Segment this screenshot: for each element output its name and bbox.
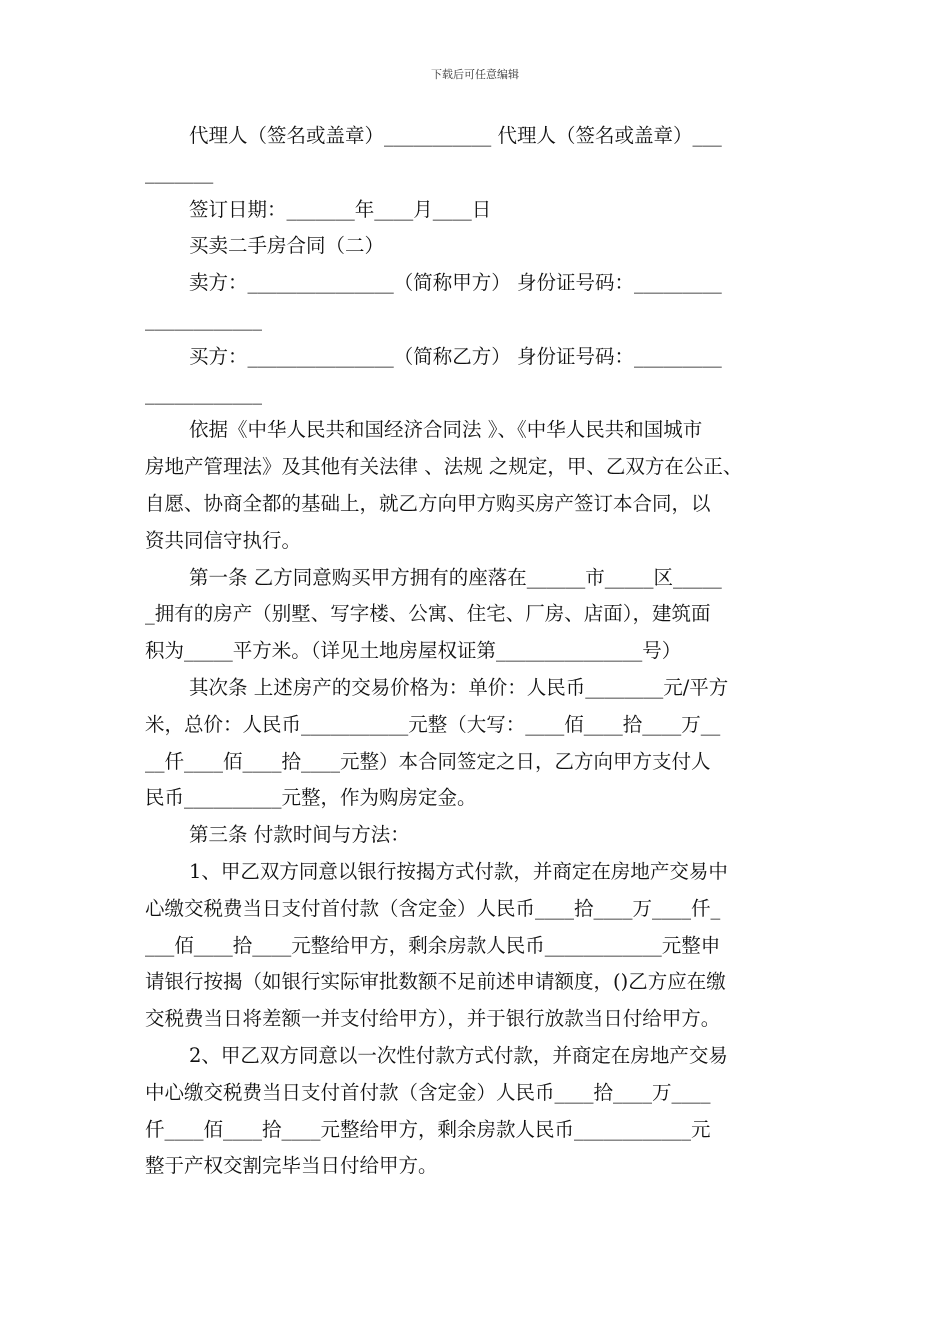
preamble-line: 资共同信守执行。 bbox=[145, 528, 302, 552]
clause-1-line: 请银行按揭（如银行实际审批数额不足前述申请额度，()乙方应在缴 bbox=[145, 970, 726, 994]
agent-signature-line: 代理人（签名或盖章）___________ 代理人（签名或盖章）___ bbox=[189, 124, 722, 147]
article-1-line: 积为_____平方米。（详见土地房屋权证第_______________号） bbox=[145, 639, 682, 663]
article-2-line: 米，总价：人民币___________元整（大写：____佰____拾____万__ bbox=[145, 712, 721, 736]
clause-2-line: 2、甲乙双方同意以一次性付款方式付款，并商定在房地产交易 bbox=[189, 1043, 728, 1067]
article-1-line: _拥有的房产（别墅、写字楼、公寓、住宅、厂房、店面），建筑面 bbox=[145, 602, 711, 626]
seller-line-cont: ____________ bbox=[145, 307, 262, 331]
preamble-line: 房地产管理法》及其他有关法律 、法规 之规定，甲、乙双方在公正、 bbox=[145, 455, 743, 479]
preamble-line: 依据《中华人民共和国经济合同法 》、《中华人民共和国城市 bbox=[189, 418, 703, 442]
article-2-line: __仟____佰____拾____元整）本合同签定之日，乙方向甲方支付人 bbox=[145, 749, 711, 773]
clause-1-line: 1、甲乙双方同意以银行按揭方式付款，并商定在房地产交易中 bbox=[189, 859, 728, 883]
preamble-line: 自愿、协商全都的基础上，就乙方向甲方购买房产签订本合同，以 bbox=[145, 491, 711, 515]
signing-date-line: 签订日期：_______年____月____日 bbox=[189, 197, 492, 221]
clause-2-line: 中心缴交税费当日支付首付款（含定金）人民币____拾____万____ bbox=[145, 1080, 711, 1104]
buyer-line: 买方：_______________（简称乙方） 身份证号码：_________ bbox=[189, 344, 722, 368]
buyer-line-cont: ____________ bbox=[145, 381, 262, 405]
clause-1-line: ___佰____拾____元整给甲方，剩余房款人民币____________元整申 bbox=[145, 933, 721, 957]
agent-signature-line-cont: _______ bbox=[145, 160, 214, 184]
article-3-heading: 第三条 付款时间与方法： bbox=[189, 823, 410, 847]
clause-1-line: 心缴交税费当日支付首付款（含定金）人民币____拾____万____仟_ bbox=[145, 896, 721, 920]
clause-2-line: 整于产权交割完毕当日付给甲方。 bbox=[145, 1154, 438, 1178]
contract-title: 买卖二手房合同（二） bbox=[189, 234, 385, 258]
contract-body bbox=[145, 118, 815, 1185]
clause-1-line: 交税费当日将差额一并支付给甲方），并于银行放款当日付给甲方。 bbox=[145, 1007, 721, 1031]
clause-2-line: 仟____佰____拾____元整给甲方，剩余房款人民币____________元 bbox=[145, 1117, 711, 1141]
seller-line: 卖方：_______________（简称甲方） 身份证号码：_________ bbox=[189, 271, 722, 295]
page-header-note: 下载后可任意编辑 bbox=[431, 68, 519, 81]
article-2-line: 其次条 上述房产的交易价格为：单价：人民币________元/平方 bbox=[189, 675, 729, 699]
article-1-line: 第一条 乙方同意购买甲方拥有的座落在______市_____区_____ bbox=[189, 565, 722, 589]
article-2-line: 民币__________元整，作为购房定金。 bbox=[145, 786, 477, 810]
